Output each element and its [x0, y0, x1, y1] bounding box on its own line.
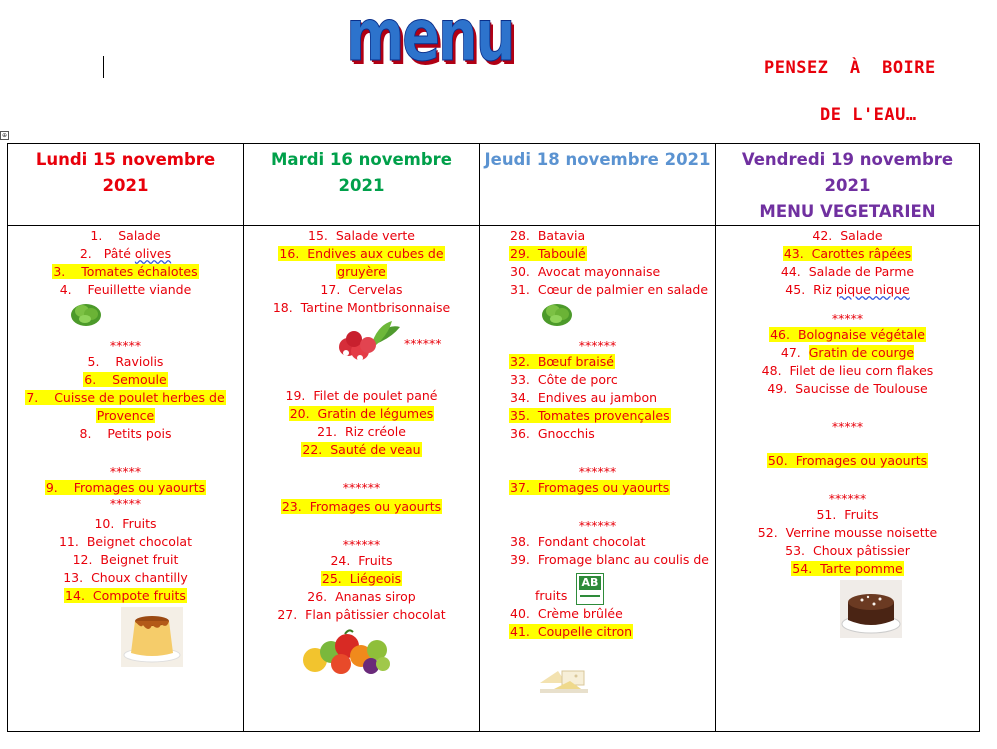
menu-item: 14. Compote fruits	[65, 588, 186, 603]
menu-item-continuation: gruyère	[337, 264, 386, 279]
menu-item: 27. Flan pâtissier chocolat	[277, 607, 446, 622]
menu-item: 48. Filet de lieu corn flakes	[761, 363, 934, 378]
menu-item: 44. Salade de Parme	[780, 264, 915, 279]
radishes-icon	[334, 321, 402, 365]
menu-item: 54. Tarte pomme	[792, 561, 903, 576]
menu-item: 53. Choux pâtissier	[785, 543, 910, 558]
menu-item: 43. Carottes râpées	[783, 246, 912, 261]
menu-item: 50. Fromages ou yaourts	[767, 453, 928, 468]
text-cursor	[103, 56, 104, 78]
course-separator: ******	[342, 480, 381, 495]
menu-item: 13. Choux chantilly	[63, 570, 188, 585]
menu-item: 7. Cuisse de poulet herbes de	[26, 390, 225, 405]
menu-item: 15. Salade verte	[308, 228, 415, 243]
table-move-handle-icon[interactable]: ⊕	[1, 132, 8, 139]
menu-item: 33. Côte de porc	[510, 372, 618, 387]
menu-item-continuation: fruits	[535, 588, 568, 603]
menu-items-row	[8, 226, 980, 732]
day-header-row	[8, 144, 980, 226]
menu-item: 49. Saucisse de Toulouse	[767, 381, 928, 396]
organic-ab-logo: AB	[576, 573, 604, 605]
menu-item: 46. Bolognaise végétale	[770, 327, 925, 342]
menu-item: 36. Gnocchis	[510, 426, 595, 441]
menu-item: 38. Fondant chocolat	[510, 534, 646, 549]
menu-item: 51. Fruits	[816, 507, 879, 522]
menu-item: 24. Fruits	[330, 553, 393, 568]
menu-item: 20. Gratin de légumes	[289, 406, 434, 421]
drink-water-reminder-line2: DE L'EAU…	[820, 105, 917, 125]
course-separator: ******	[828, 491, 867, 506]
fruit-basket-icon	[301, 626, 393, 678]
menu-column-tuesday	[244, 226, 480, 732]
day-header-monday	[8, 144, 244, 226]
menu-item: 34. Endives au jambon	[510, 390, 658, 405]
day-title: Jeudi 18 novembre 2021	[484, 150, 711, 169]
menu-item: 32. Bœuf braisé	[510, 354, 614, 369]
menu-column-monday	[8, 226, 244, 732]
day-header-thursday	[480, 144, 716, 226]
flan-dessert-icon	[121, 607, 183, 667]
menu-column-friday	[716, 226, 980, 732]
menu-item: 16. Endives aux cubes de	[279, 246, 444, 261]
menu-item: 31. Cœur de palmier en salade	[510, 282, 709, 297]
menu-item: 30. Avocat mayonnaise	[510, 264, 661, 279]
menu-item: 25. Liégeois	[321, 571, 402, 586]
menu-item: 40. Crème brûlée	[510, 606, 623, 621]
menu-item: 45. Riz pique nique	[785, 282, 910, 297]
menu-item: 22. Sauté de veau	[302, 442, 421, 457]
course-separator: *****	[109, 496, 142, 511]
menu-item: 18. Tartine Montbrisonnaise	[272, 300, 451, 315]
menu-item: 21. Riz créole	[317, 424, 406, 439]
menu-item: 3. Tomates échalotes	[53, 264, 198, 279]
menu-logo: menu	[346, 0, 514, 77]
menu-item: 11. Beignet chocolat	[58, 534, 192, 549]
menu-column-thursday	[480, 226, 716, 732]
menu-item: 12. Beignet fruit	[72, 552, 179, 567]
menu-item: 35. Tomates provençales	[510, 408, 670, 423]
menu-item: 26. Ananas sirop	[307, 589, 416, 604]
course-separator: *****	[109, 464, 142, 479]
menu-item: 10. Fruits	[94, 516, 157, 531]
menu-item: 52. Verrine mousse noisette	[757, 525, 938, 540]
lettuce-icon	[70, 301, 102, 327]
menu-item: 23. Fromages ou yaourts	[281, 499, 442, 514]
menu-item: 2. Pâté olives	[79, 246, 172, 261]
menu-item: 9. Fromages ou yaourts	[45, 480, 206, 495]
course-separator: ******	[578, 338, 617, 353]
menu-item: 37. Fromages ou yaourts	[510, 480, 670, 495]
day-year: 2021	[102, 176, 149, 195]
menu-item-continuation: Provence	[96, 408, 155, 423]
menu-item: 5. Raviolis	[87, 354, 164, 369]
menu-item: 1. Salade	[90, 228, 161, 243]
menu-item: 8. Petits pois	[79, 426, 172, 441]
day-header-friday	[716, 144, 980, 226]
course-separator: *****	[109, 338, 142, 353]
menu-item: 39. Fromage blanc au coulis de	[510, 552, 709, 567]
menu-item: 6. Semoule	[84, 372, 167, 387]
course-separator: ******	[404, 336, 442, 351]
day-title: Mardi 16 novembre	[271, 150, 452, 169]
course-separator: ******	[342, 537, 381, 552]
menu-item: 42. Salade	[812, 228, 883, 243]
menu-item: 19. Filet de poulet pané	[285, 388, 438, 403]
chocolate-cake-icon	[840, 580, 902, 638]
course-separator: ******	[578, 518, 617, 533]
vegetarian-label: MENU VEGETARIEN	[759, 202, 936, 221]
weekly-menu-table	[7, 143, 980, 732]
cheese-platter-icon	[536, 661, 592, 695]
course-separator: *****	[831, 419, 864, 434]
course-separator: ******	[578, 464, 617, 479]
course-separator: *****	[831, 311, 864, 326]
menu-item: 17. Cervelas	[320, 282, 403, 297]
day-year: 2021	[824, 176, 871, 195]
menu-item: 29. Taboulé	[510, 246, 586, 261]
menu-item: 28. Batavia	[510, 228, 586, 243]
day-title: Vendredi 19 novembre	[741, 150, 954, 169]
lettuce-icon	[541, 301, 573, 327]
menu-item: 4. Feuillette viande	[59, 282, 192, 297]
menu-item: 47. Gratin de courge	[780, 345, 915, 360]
day-title: Lundi 15 novembre	[35, 150, 216, 169]
menu-item: 41. Coupelle citron	[510, 624, 633, 639]
day-year: 2021	[338, 176, 385, 195]
day-header-tuesday	[244, 144, 480, 226]
drink-water-reminder-line1: PENSEZ À BOIRE	[764, 58, 936, 78]
